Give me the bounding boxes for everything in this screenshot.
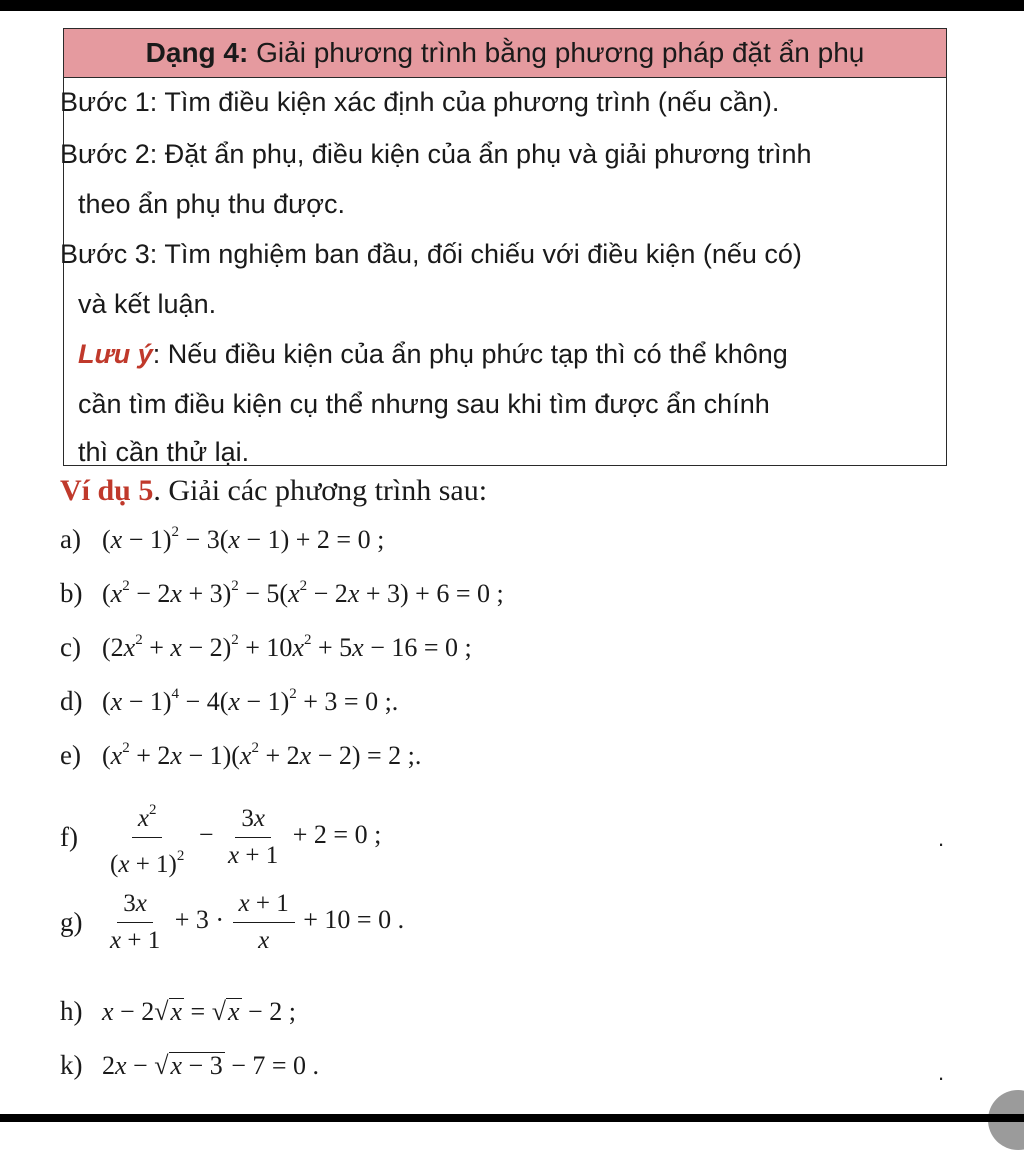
equation-body: $\frac{3x}{x + 1}$ + 3 · $\frac{x + 1}{x}$ + 10 = 0 . (102, 905, 404, 934)
example-title-text: . Giải các phương trình sau: (153, 474, 488, 507)
method-box (60, 28, 947, 467)
equation-e (60, 740, 421, 784)
equation-body: $(x - 1)^4 - 4(x - 1)^2 + 3 = 0$ ;. (102, 686, 399, 716)
fraction: $\frac{x + 1}{x}$ (233, 890, 295, 955)
equation-body: $(x^2 + 2x - 1)(x^2 + 2x - 2) = 2$ ;. (102, 740, 422, 770)
square-root: √x − 3 (154, 1051, 223, 1080)
equation-k (60, 1050, 319, 1094)
square-root: √x (154, 997, 183, 1026)
equation-b (60, 578, 504, 622)
stray-dot: . (938, 826, 945, 851)
example-title (60, 474, 487, 508)
step-2: Bước 2: Đặt ẩn phụ, điều kiện của ẩn phụ và giải phương trình (60, 139, 812, 169)
title-rest: Giải phương trình bằng phương pháp đặt ẩn phụ (256, 37, 865, 68)
example-label: Ví dụ 5 (60, 474, 154, 507)
equation-label: c) (60, 632, 81, 662)
equation-body: 2x − √x − 3 − 7 = 0 . (102, 1051, 320, 1080)
equation-label: a) (60, 524, 81, 554)
equation-d (60, 686, 398, 730)
equation-body: $(2x^2 + x - 2)^2 + 10x^2 + 5x - 16 = 0$ ; (102, 632, 472, 662)
equation-label: k) (60, 1050, 83, 1080)
step-1: Bước 1: Tìm điều kiện xác định của phương trình (nếu cần). (60, 87, 780, 117)
equation-label: e) (60, 740, 81, 770)
equation-body: $(x^2 - 2x + 3)^2 - 5(x^2 - 2x + 3) + 6 = 0$ ; (102, 578, 504, 608)
fraction: $\frac{3x}{x + 1}$ (110, 890, 161, 954)
equation-h (60, 996, 296, 1040)
equation-g (60, 890, 404, 974)
equation-body: $\frac{x^2}{(x + 1)^2}$ − $\frac{3x}{x + 1}$ + 2 = 0 ; (102, 820, 381, 849)
equation-label: f) (60, 821, 78, 852)
equation-body: x − 2√x = √x − 2 ; (102, 997, 296, 1026)
step-3-cont: và kết luận. (78, 289, 217, 319)
note-line-2: cần tìm điều kiện cụ thể nhưng sau khi tìm được ẩn chính (78, 389, 770, 419)
equation-body: $(x - 1)^2 - 3(x - 1) + 2 = 0$ ; (102, 524, 385, 554)
equation-a (60, 524, 384, 568)
title-bold: Dạng 4: (145, 37, 249, 68)
method-box-title (64, 29, 946, 78)
note-line-1 (78, 339, 788, 370)
top-black-bar (0, 0, 1024, 11)
equation-label: h) (60, 996, 83, 1026)
note-text-1: : Nếu điều kiện của ẩn phụ phức tạp thì có thể không (152, 339, 788, 369)
step-3: Bước 3: Tìm nghiệm ban đầu, đối chiếu với điều kiện (nếu có) (60, 239, 802, 269)
bottom-black-bar (0, 1114, 1024, 1122)
equation-label: d) (60, 686, 83, 716)
stray-dot: . (938, 1060, 945, 1085)
square-root: √x (211, 997, 240, 1026)
fraction: $\frac{x^2}{(x + 1)^2}$ (104, 796, 190, 879)
equation-label: g) (60, 906, 83, 937)
equation-label: b) (60, 578, 83, 608)
note-label: Lưu ý (78, 339, 153, 369)
note-line-3: thì cần thử lại. (78, 437, 250, 467)
equation-c (60, 632, 472, 676)
fraction: $\frac{3x}{x + 1}$ (228, 805, 279, 869)
equation-f (60, 796, 381, 880)
step-2-cont: theo ẩn phụ thu được. (78, 189, 345, 219)
example-list (60, 470, 960, 1110)
